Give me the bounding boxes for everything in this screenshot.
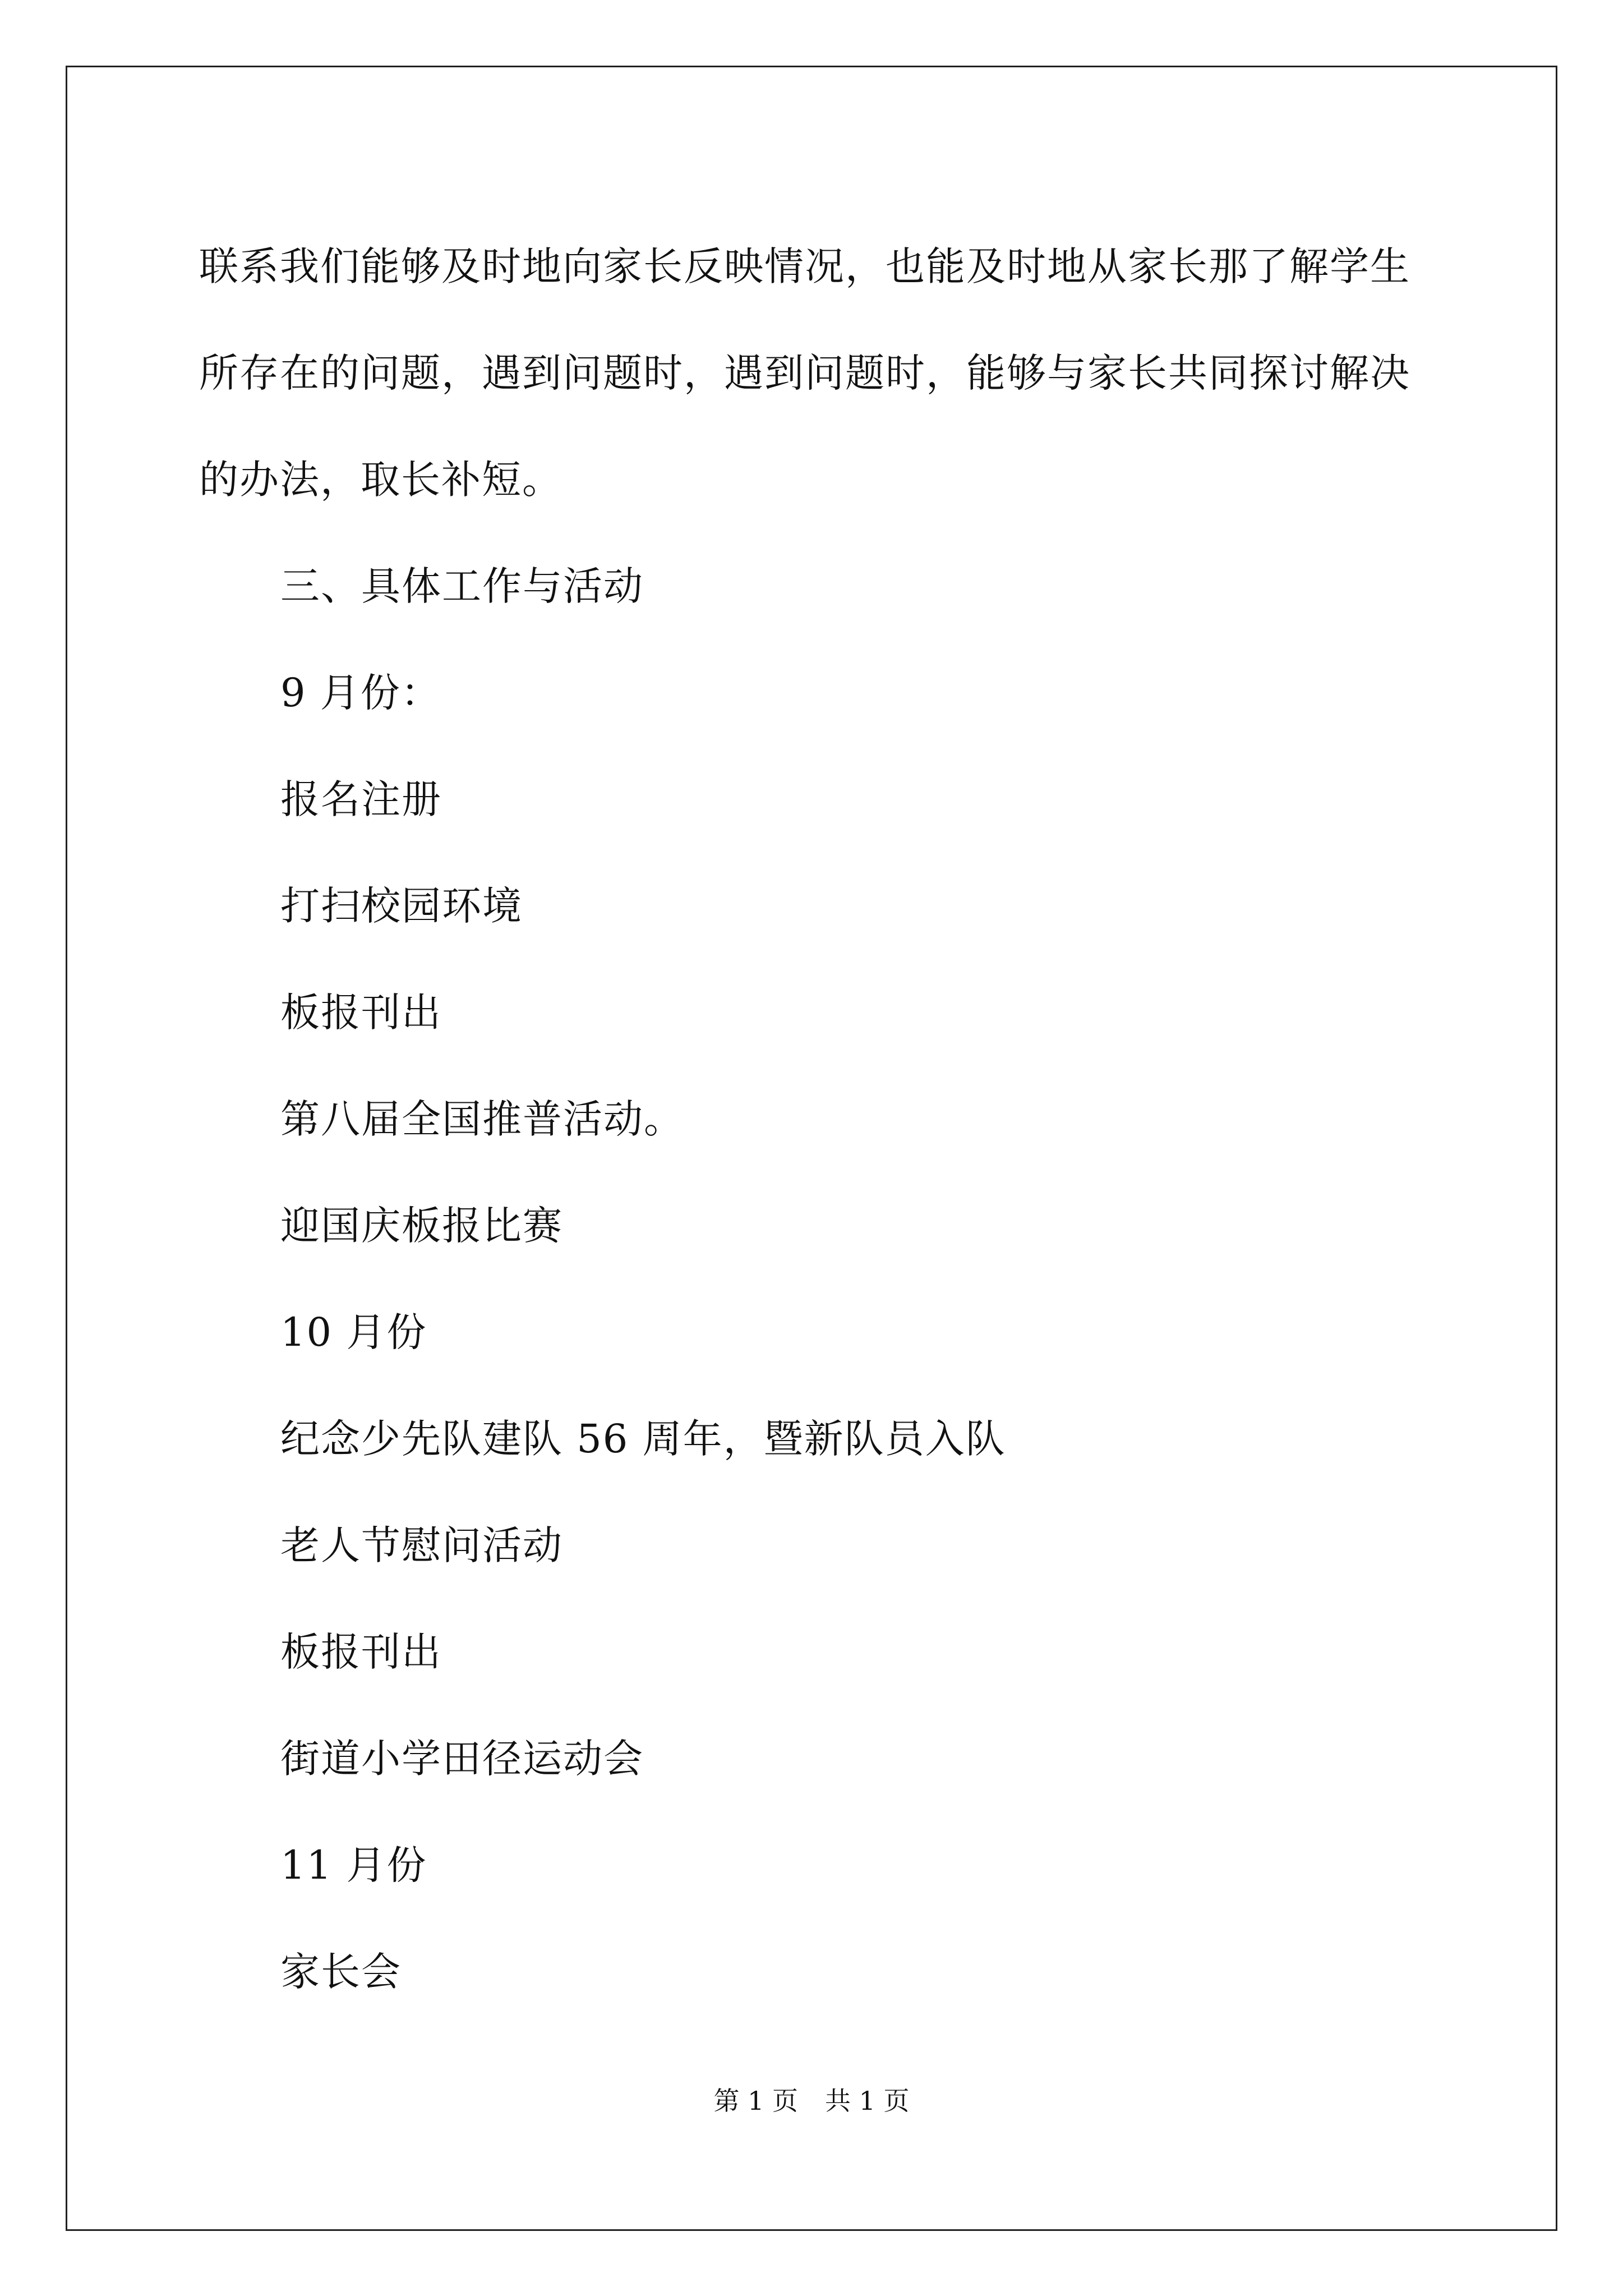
page-number: 第 1 页 xyxy=(713,2086,798,2116)
month-heading: 11 月份 xyxy=(280,1842,427,1888)
activity-item: 板报刊出 xyxy=(280,990,442,1036)
paragraph-line: 所存在的问题，遇到问题时，遇到问题时，能够与家长共同探讨解决 xyxy=(199,350,1410,396)
document-body xyxy=(199,213,1427,2025)
activity-item: 迎国庆板报比赛 xyxy=(280,1203,563,1249)
section-heading: 三、具体工作与活动 xyxy=(280,563,644,609)
activity-item: 打扫校园环境 xyxy=(280,883,523,929)
activity-item: 板报刊出 xyxy=(280,1629,442,1675)
paragraph-line: 联系我们能够及时地向家长反映情况，也能及时地从家长那了解学生 xyxy=(199,243,1410,289)
page-total: 共 1 页 xyxy=(825,2086,910,2116)
activity-item: 报名注册 xyxy=(280,776,442,822)
activity-item: 家长会 xyxy=(280,1949,402,1995)
activity-item: 纪念少先队建队 56 周年，暨新队员入队 xyxy=(280,1416,1006,1462)
page-footer xyxy=(0,2084,1623,2118)
activity-item: 老人节慰问活动 xyxy=(280,1522,563,1568)
activity-item: 街道小学田径运动会 xyxy=(280,1736,644,1782)
month-heading: 10 月份 xyxy=(280,1309,427,1355)
paragraph-line: 的办法，取长补短。 xyxy=(199,457,562,503)
month-heading: 9 月份： xyxy=(280,670,441,716)
activity-item: 第八届全国推普活动。 xyxy=(280,1096,684,1142)
